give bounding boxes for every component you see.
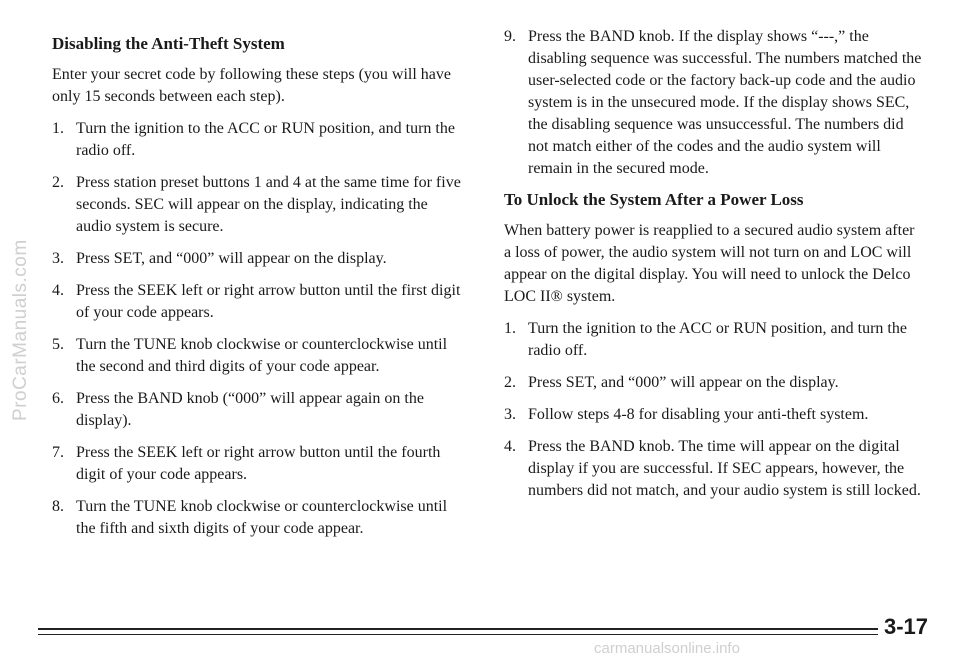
step-number: 4. (504, 438, 516, 455)
unlock-steps-list (504, 318, 924, 502)
step-number: 8. (52, 498, 64, 515)
section-heading-disabling: Disabling the Anti-Theft System (52, 34, 285, 53)
step-number: 5. (52, 336, 64, 353)
page-number: 3-17 (884, 614, 929, 639)
step-number: 1. (52, 120, 64, 137)
step-number: 3. (52, 250, 64, 267)
step-text: Press station preset buttons 1 and 4 at the same time for five seconds. SEC will appear on the display, indicating the audio system is secure. (76, 174, 461, 235)
step-text: Press the BAND knob. The time will appear on the digital display if you are successful. If SEC appears, however, the numbers did not match, and your audio system is still locked. (528, 438, 921, 499)
step-number: 9. (504, 28, 516, 45)
step-number: 7. (52, 444, 64, 461)
step-number: 4. (52, 282, 64, 299)
step-text: Turn the TUNE knob clockwise or counterclockwise until the second and third digits of your code appear. (76, 336, 448, 375)
step-nine-list (504, 26, 924, 180)
list-item (52, 248, 462, 270)
right-column (504, 26, 924, 512)
site-watermark-footer: carmanualsonline.info (594, 640, 740, 657)
list-item (504, 318, 924, 362)
list-item (52, 118, 462, 162)
step-text: Press SET, and “000” will appear on the display. (76, 250, 387, 267)
step-text: Press SET, and “000” will appear on the display. (528, 374, 839, 391)
list-item (504, 372, 924, 394)
step-text: Turn the ignition to the ACC or RUN position, and turn the radio off. (528, 320, 907, 359)
step-text: Follow steps 4-8 for disabling your anti-theft system. (528, 406, 869, 423)
list-item (52, 172, 462, 238)
step-number: 2. (52, 174, 64, 191)
section-heading-unlock: To Unlock the System After a Power Loss (504, 190, 804, 209)
unlock-intro-paragraph: When battery power is reapplied to a secured audio system after a loss of power, the audio system will not turn on and LOC will appear on the digital display. You will need to unlock the Delco LOC II® system. (504, 222, 915, 305)
step-text: Turn the TUNE knob clockwise or counterclockwise until the fifth and sixth digits of your code appear. (76, 498, 448, 537)
step-number: 1. (504, 320, 516, 337)
list-item (52, 280, 462, 324)
left-column (52, 34, 462, 550)
step-number: 2. (504, 374, 516, 391)
list-item (52, 334, 462, 378)
disabling-steps-list (52, 118, 462, 540)
footer-rule (38, 628, 878, 630)
step-number: 6. (52, 390, 64, 407)
list-item (504, 404, 924, 426)
watermark-text: ProCarManuals.com (10, 239, 31, 421)
step-text: Press the SEEK left or right arrow button until the first digit of your code appears. (76, 282, 461, 321)
step-text: Press the SEEK left or right arrow button until the fourth digit of your code appears. (76, 444, 441, 483)
step-text: Press the BAND knob. If the display shows “---,” the disabling sequence was successful. The numbers matched the user-selected code or the factory back-up code and the audio system is in the unsecured mode. If the display shows SEC, the disabling sequence was unsuccessful. The numbers did not match either of the codes and the audio system will remain in the secured mode. (528, 28, 922, 177)
step-text: Turn the ignition to the ACC or RUN position, and turn the radio off. (76, 120, 455, 159)
list-item (504, 436, 924, 502)
step-text: Press the BAND knob (“000” will appear again on the display). (76, 390, 424, 429)
list-item (52, 442, 462, 486)
intro-paragraph: Enter your secret code by following these steps (you will have only 15 seconds between each step). (52, 66, 451, 105)
list-item (504, 26, 924, 180)
list-item (52, 496, 462, 540)
step-number: 3. (504, 406, 516, 423)
list-item (52, 388, 462, 432)
footer-rule-thin (38, 634, 878, 635)
